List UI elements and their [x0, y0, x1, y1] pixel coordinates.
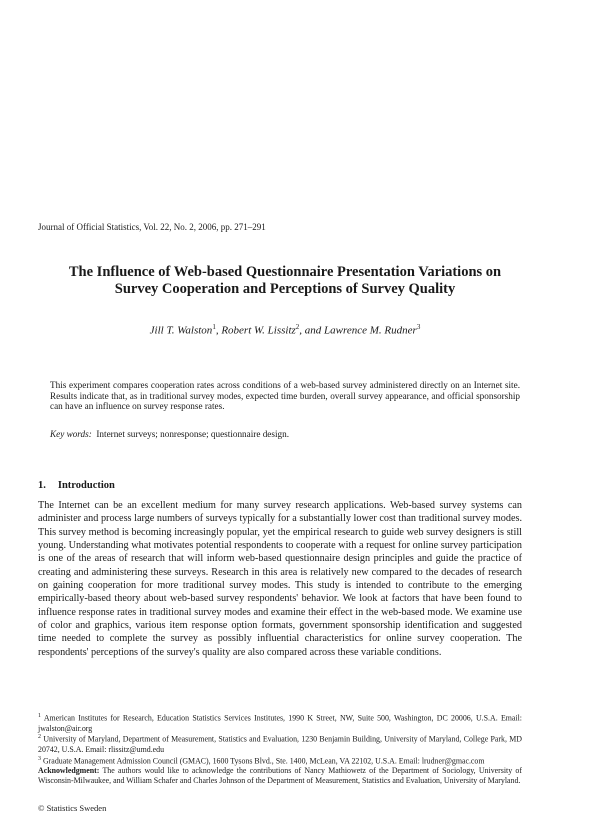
section-heading	[38, 480, 115, 491]
footnote	[38, 733, 522, 754]
footnotes	[38, 712, 522, 786]
journal-reference: Journal of Official Statistics, Vol. 22, No. 2, 2006, pp. 271–291	[38, 222, 266, 232]
author-line	[60, 323, 510, 337]
footnote-text: University of Maryland, Department of Measurement, Statistics and Evaluation, 1230 Benjamin Building, University of Maryland, College Park, MD 20742, U.S.A. Email: rlissitz@umd.edu	[38, 735, 522, 754]
copyright-notice: © Statistics Sweden	[38, 803, 107, 813]
footnote	[38, 755, 522, 767]
article-title: The Influence of Web-based Questionnaire Presentation Variations on Survey Cooperation and Perceptions of Survey Quality	[68, 264, 502, 297]
author-affiliation-mark: 2	[295, 323, 300, 331]
keywords	[50, 429, 520, 439]
footnote-text: Graduate Management Admission Council (GMAC), 1600 Tysons Blvd., Ste. 1400, McLean, VA 22102, U.S.A. Email: lrudner@gmac.com	[42, 756, 485, 766]
author-name: Jill T. Walston	[149, 324, 213, 337]
section-title: Introduction	[57, 480, 115, 491]
footnote-text: American Institutes for Research, Education Statistics Services Institutes, 1990 K Street, NW, Suite 500, Washington, DC 20006, U.S.A. Email: jwalston@air.org	[38, 713, 522, 733]
body-paragraph: The Internet can be an excellent medium for many survey research applications. Web-based survey systems can administer and process large numbers of surveys typically for a substantially lower cost than traditional survey modes. This survey method is becoming increasingly popular, yet the empirical research to guide web survey designers is still young. Understanding what motivates potential respondents to cooperate with a request for online survey participation is one of the areas of research that will inform web-based questionnaire design principles and guide the practice of creating and administering these surveys. Research in this area is relatively new compared to the decades of research on gaining cooperation for more traditional survey modes. This study is intended to contribute to the emerging empirically-based theory about web-based survey respondents' behavior. We look at factors that have been found to influence response rates in traditional survey modes and examine their effect in the web-based mode. We examine use of color and graphics, various item response option formats, government sponsorship identification and suggested time needed to complete the survey as possibly influential characteristics for online survey cooperation. The respondents' perceptions of the survey's quality are also compared across these variable conditions.	[38, 500, 522, 658]
keywords-text: Internet surveys; nonresponse; questionnaire design.	[96, 429, 289, 439]
introduction-body	[38, 499, 522, 659]
abstract: This experiment compares cooperation rates across conditions of a web-based survey administered directly on an Internet site. Results indicate that, as in traditional survey modes, expected time burden, overall survey appearance, and official sponsorship can have an influence on survey response rates.	[50, 380, 520, 412]
acknowledgment	[38, 766, 522, 786]
footnote	[38, 712, 522, 733]
keywords-label: Key words:	[50, 429, 92, 439]
acknowledgment-text: The authors would like to acknowledge the contributions of Nancy Mathiowetz of the Department of Sociology, University of Wisconsin-Milwaukee, and William Schafer and Charles Johnson of the Department of Measurement, Statistics and Evaluation, University of Maryland.	[38, 766, 522, 786]
footnote-mark: 3	[38, 755, 41, 762]
section-number: 1.	[38, 480, 46, 491]
author-separator: ,	[215, 324, 222, 337]
author-separator: , and	[299, 324, 325, 337]
author-name: Robert W. Lissitz	[221, 324, 296, 337]
footnote-mark: 1	[38, 713, 41, 719]
author-name: Lawrence M. Rudner	[324, 324, 417, 337]
author-affiliation-mark: 1	[212, 323, 216, 331]
author-affiliation-mark: 3	[416, 323, 421, 331]
acknowledgment-label: Acknowledgment:	[38, 766, 100, 776]
footnote-mark: 2	[38, 734, 41, 741]
